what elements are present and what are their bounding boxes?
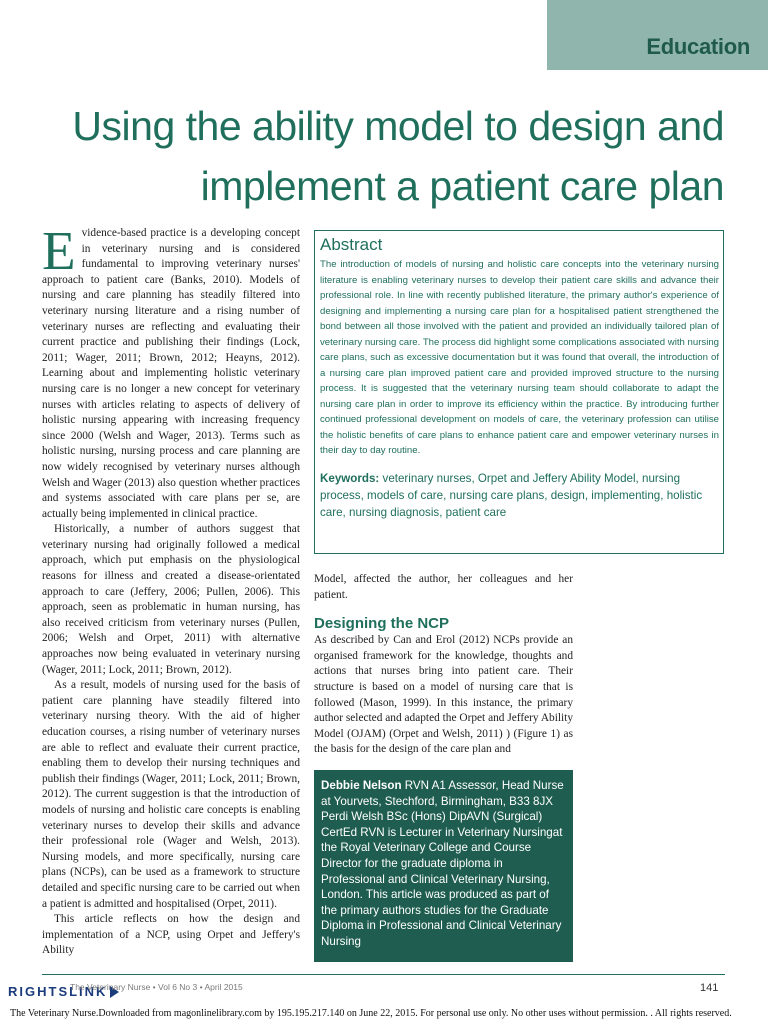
section-heading-designing-ncp: Designing the NCP: [314, 615, 450, 633]
body-paragraph-4: This article reflects on how the design and implementation of a NCP, using Orpet and Jeffery's Ability: [42, 913, 300, 957]
journal-citation: The Veterinary Nurse • Vol 6 No 3 • April 2015: [70, 982, 243, 992]
download-notice: The Veterinary Nurse.Downloaded from magonlinelibrary.com by 195.195.217.140 on June 22, 2015. For personal use only. No other uses without permission. . All rights reserved.: [10, 1008, 732, 1019]
keywords-label: Keywords:: [320, 471, 380, 485]
keywords: [320, 470, 719, 521]
page-number: 141: [700, 982, 719, 994]
body-paragraph-3: As a result, models of nursing used for the basis of patient care planning have steadily filtered into veterinary nursing theory. With the aid of higher education courses, a rising number of veterinary nurses are able to reflect and evaluate their current practice, enabling them to develop their nursing techniques and publish their findings (Wager, 2011; Lock, 2011; Brown, 2012). The current suggestion is that the introduction of models of nursing and holistic care concepts is enabling veterinary nurses to develop their skills and advance their professional role (Wager and Welsh, 2013). Nursing models, and more specifically, nursing care plans (NCPs), can be used as a framework to structure detailed and specific nursing care to be carried out when a patient is admitted and hospitalised (Orpet, 2011).: [42, 679, 300, 910]
designing-ncp-paragraph: As described by Can and Erol (2012) NCPs provide an organised framework for the knowledge, thoughts and actions that nurses bring into patient care. Their structure is based on a model of nursing care that is followed (Mason, 1999). In this instance, the primary author selected and adapted the Orpet and Jeffery Ability Model (OJAM) (Orpet and Welsh, 2011) ) (Figure 1) as the basis for the design of the care plan and: [314, 634, 573, 756]
section-tab: [547, 0, 768, 70]
body-paragraph-2: Historically, a number of authors suggest that veterinary nursing had originally followed a medical approach, which put emphasis on the physiological reasons for illness and created a disease-orientated approach to care (Jeffery, 2006; Pullen, 2006). This approach, seen as problematic in human nursing, has also received criticism from veterinary nurses (Pullen, 2006; Welsh and Orpet, 2011) with alternative approaches now being evaluated in veterinary nursing (Wager, 2011; Lock, 2011; Brown, 2012).: [42, 523, 300, 676]
author-box: [314, 770, 573, 962]
footer-divider: [42, 974, 725, 975]
body-left-column: [42, 220, 300, 959]
body-paragraph-1: [42, 220, 300, 522]
author-name: Debbie Nelson: [321, 779, 402, 792]
keywords-list: veterinary nurses, Orpet and Jeffery Ability Model, nursing process, models of care, nursing care plans, design, implementing, holistic care, nursing diagnosis, patient care: [320, 471, 703, 519]
abstract-heading: Abstract: [320, 235, 383, 254]
body-right-column: [314, 572, 573, 758]
abstract-text: The introduction of models of nursing and holistic care concepts into the veterinary nursing literature is enabling veterinary nurses to develop their patient care skills and advance their professional role. In line with recently published literature, the primary author's experience of designing and implementing a nursing care plan for a hospitalised patient strengthened the bond between all those involved with the patient and provided an individually tailored plan of veterinary nursing care. The process did highlight some complications associated with nursing care plans, such as excessive documentation but it was found that overall, the introduction of a nursing care plan improved patient care and provided improved structure to the nursing process. It is suggested that the veterinary nursing team should collaborate to adapt the nursing care plan in order to improve its efficiency within the practice. By introducing further continued professional development on models of care, the veterinary profession can utilise the holistic benefits of care plans to enhance patient care and empower veterinary nurses in their day to day routine.: [320, 259, 719, 456]
abstract-box: [314, 230, 724, 554]
continued-paragraph: Model, affected the author, her colleagues and her patient.: [314, 573, 573, 601]
drop-cap: E: [42, 220, 76, 281]
article-title: Using the ability model to design and implement a patient care plan: [72, 103, 724, 209]
body-paragraph-1-text: vidence-based practice is a developing concept in veterinary nursing and is considered fundamental to improving veterinary nurses' approach to patient care (Banks, 2010). Models of nursing and care planning has steadily filtered into veterinary nursing literature and a rising number of veterinary nurses are reflecting and evaluating their current practice and publishing their findings (Lock, 2011; Wager, 2011; Brown, 2012; Heayns, 2012). Learning about and implementing holistic veterinary nursing care is no longer a new concept for veterinary nurses with articles relating to aspects of delivery of holistic nursing appearing with increasing frequency since 2000 (Welsh and Wager, 2013). Terms such as holistic nursing, nursing process and care planning are now widely recognised by veterinary nurses although Welsh and Wager (2013) also question whether practices and systems associated with care plans per se, are actually being implemented in clinical practice.: [42, 227, 300, 520]
rightslink-text: RIGHTSLINK: [8, 984, 108, 999]
section-label: Education: [646, 34, 750, 59]
author-bio: RVN A1 Assessor, Head Nurse at Yourvets, Stechford, Birmingham, B33 8JX Perdi Welsh BSc (Hons) DipAVN (Surgical) CertEd RVN is Lecturer in Veterinary Nursingat the Royal Veterinary College and Course Director for the graduate diploma in Professional and Clinical Veterinary Nursing, London. This article was produced as part of the primary authors studies for the Graduate Diploma in Professional and Clinical Veterinary Nursing: [321, 779, 564, 948]
